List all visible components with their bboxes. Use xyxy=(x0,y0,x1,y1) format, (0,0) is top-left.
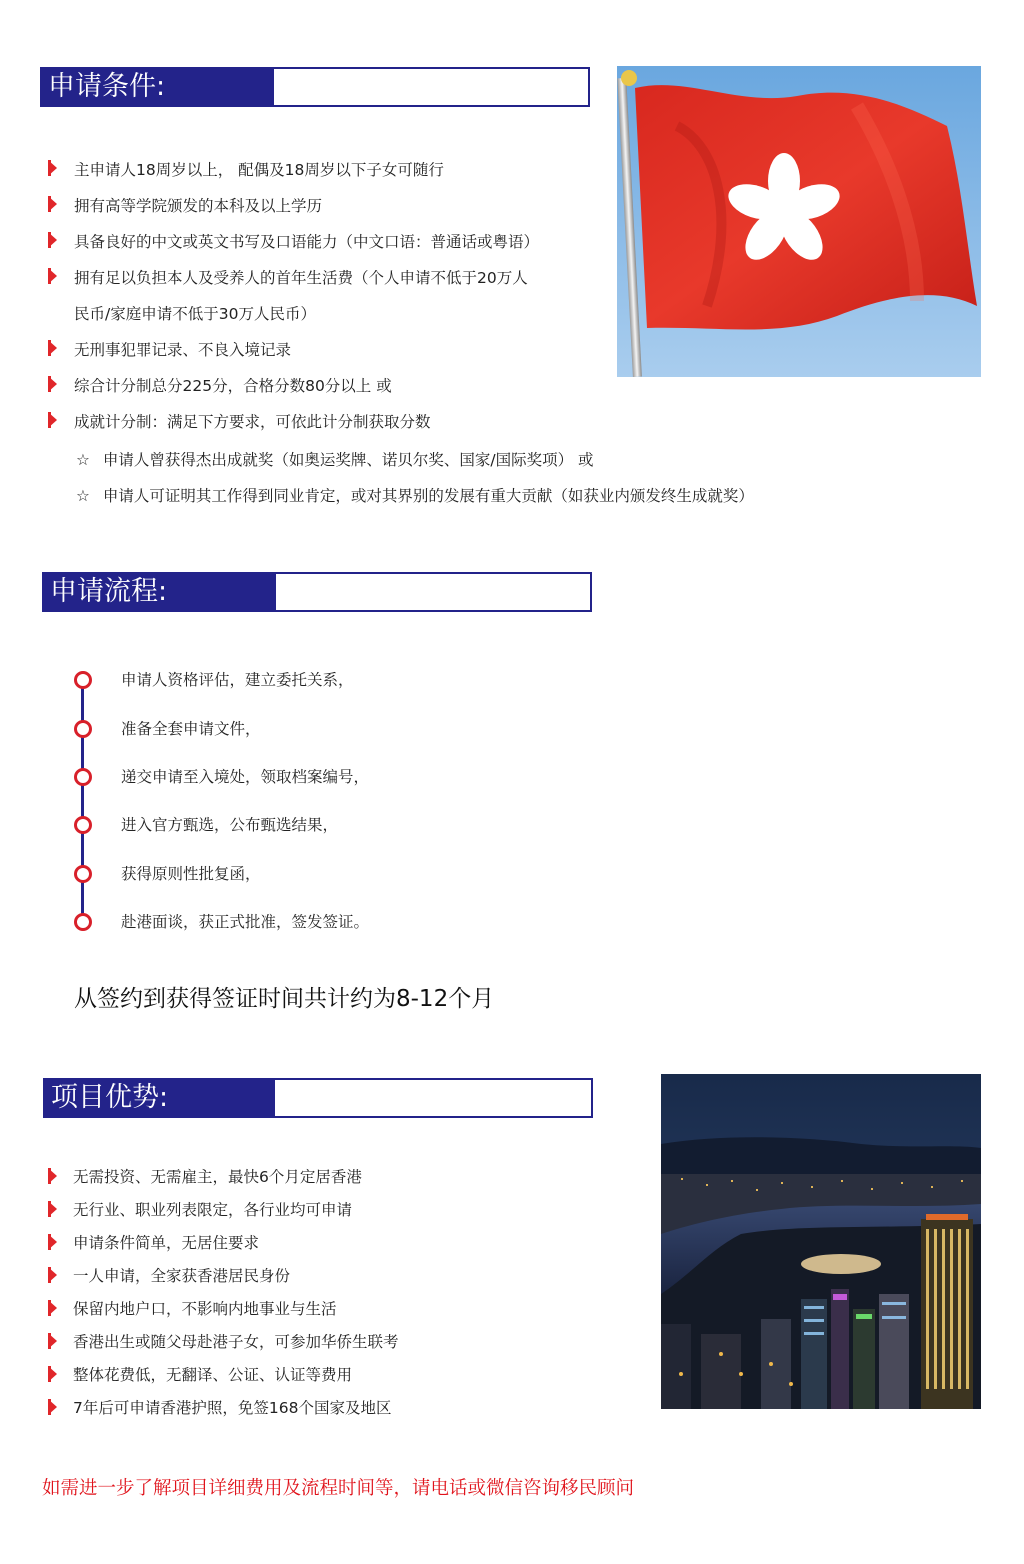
arrow-icon xyxy=(48,340,57,356)
arrow-icon xyxy=(48,1333,57,1349)
arrow-icon xyxy=(48,376,57,392)
star-item: ☆ 申请人可证明其工作得到同业肯定，或对其界别的发展有重大贡献（如获业内颁发终生成就奖） xyxy=(76,487,754,505)
timeline-line xyxy=(81,676,84,921)
advantages-title: 项目优势: xyxy=(45,1080,275,1116)
hong-kong-skyline-image xyxy=(661,1074,981,1409)
arrow-icon xyxy=(48,1300,57,1316)
circle-icon xyxy=(74,913,92,931)
hong-kong-flag-image xyxy=(617,66,981,377)
arrow-icon xyxy=(48,1267,57,1283)
circle-icon xyxy=(74,816,92,834)
circle-icon xyxy=(74,671,92,689)
process-summary: 从签约到获得签证时间共计约为8-12个月 xyxy=(74,986,495,1012)
conditions-title: 申请条件: xyxy=(42,69,274,105)
arrow-icon xyxy=(48,232,57,248)
circle-icon xyxy=(74,720,92,738)
process-header xyxy=(42,572,592,612)
circle-icon xyxy=(74,865,92,883)
star-icon: ☆ xyxy=(76,451,90,469)
circle-icon xyxy=(74,768,92,786)
arrow-icon xyxy=(48,268,57,284)
star-item: ☆ 申请人曾获得杰出成就奖（如奥运奖牌、诺贝尔奖、国家/国际奖项） 或 xyxy=(76,451,594,469)
arrow-icon xyxy=(48,160,57,176)
advantages-header xyxy=(43,1078,593,1118)
arrow-icon xyxy=(48,1234,57,1250)
arrow-icon xyxy=(48,1201,57,1217)
arrow-icon xyxy=(48,196,57,212)
process-title: 申请流程: xyxy=(44,574,276,610)
arrow-icon xyxy=(48,412,57,428)
footer-contact-note: 如需进一步了解项目详细费用及流程时间等，请电话或微信咨询移民顾问 xyxy=(42,1478,635,1499)
star-icon: ☆ xyxy=(76,487,90,505)
conditions-header xyxy=(40,67,590,107)
arrow-icon xyxy=(48,1366,57,1382)
arrow-icon xyxy=(48,1168,57,1184)
arrow-icon xyxy=(48,1399,57,1415)
